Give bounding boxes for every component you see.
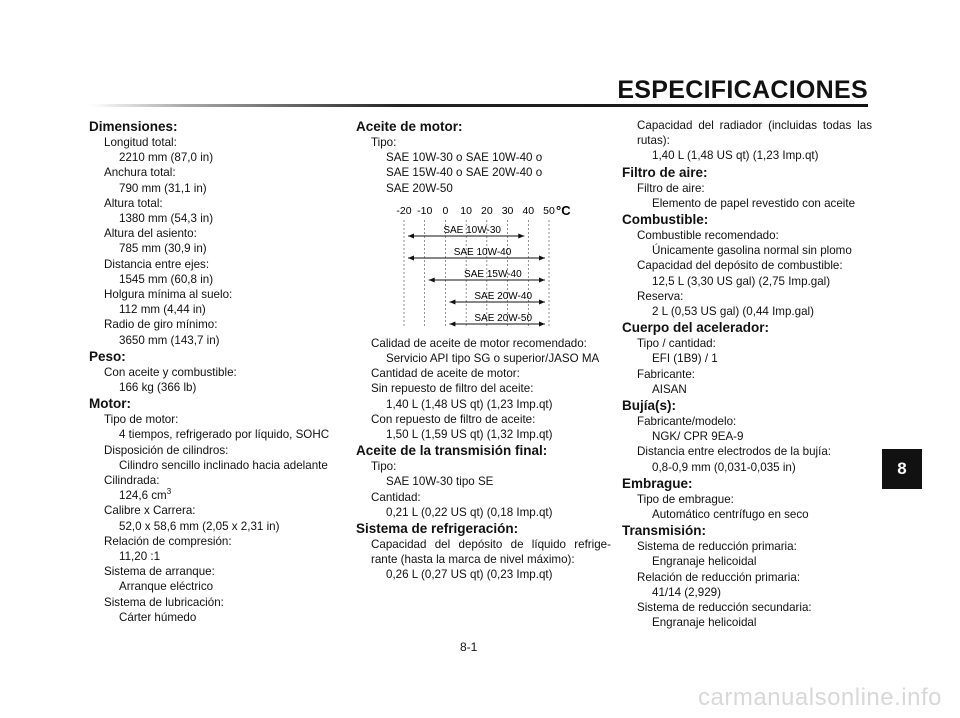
temp-tick-label: 30: [501, 204, 514, 217]
spec-text: Distancia entre ejes:: [104, 257, 210, 271]
spec-value: [89, 272, 339, 287]
column-left: [89, 118, 339, 625]
spec-value: [356, 351, 611, 366]
section-heading-filtro-de-aire: [622, 164, 872, 181]
spec-text: Fabricante:: [637, 367, 695, 381]
spec-text: Aceite de la transmisión final:: [356, 443, 548, 459]
spec-text: 2210 mm (87,0 in): [119, 151, 214, 165]
spec-label: [622, 570, 872, 585]
spec-value: [622, 460, 872, 475]
spec-paragraph: [356, 537, 611, 567]
spec-text: Sin repuesto de filtro del aceite:: [371, 382, 534, 396]
spec-text: Disposición de cilindros:: [104, 443, 229, 457]
spec-text: AISAN: [652, 382, 687, 396]
spec-text: Únicamente gasolina normal sin plomo: [652, 244, 852, 258]
spec-text: 166 kg (366 lb): [119, 381, 197, 395]
spec-text: SAE 10W-30 tipo SE: [386, 475, 494, 489]
spec-text: 52,0 x 58,6 mm (2,05 x 2,31 in): [119, 519, 280, 533]
spec-text: Tipo de motor:: [104, 413, 179, 427]
spec-label: [89, 595, 339, 610]
spec-text: 1,40 L (1,48 US qt) (1,23 Imp.qt): [386, 397, 553, 411]
watermark: carmanualsonline.info: [698, 684, 942, 711]
page-title: ESPECIFICACIONES: [617, 76, 868, 104]
title-rule: [90, 104, 868, 107]
spec-text: Con repuesto de filtro de aceite:: [371, 412, 536, 426]
spec-text: 1380 mm (54,3 in): [119, 212, 214, 226]
spec-text: Calibre x Carrera:: [104, 504, 196, 518]
spec-text: Sistema de arranque:: [104, 565, 215, 579]
spec-label: [356, 412, 611, 427]
spec-label: [89, 473, 339, 488]
temp-tick-label: -10: [417, 204, 433, 217]
spec-label: [89, 564, 339, 579]
spec-value: [89, 150, 339, 165]
section-heading-aceite-de-la-transmision-final: [356, 442, 611, 459]
spec-text: 11,20 :1: [119, 550, 161, 564]
grade-arrowhead: [539, 277, 545, 282]
spec-text: Transmisión:: [622, 523, 707, 539]
spec-value: [89, 579, 339, 594]
spec-text: Relación de compresión:: [104, 534, 232, 548]
spec-text: Longitud total:: [104, 136, 177, 149]
spec-text: 1,40 L (1,48 US qt) (1,23 Imp.qt): [652, 149, 819, 163]
spec-label: [89, 287, 339, 302]
spec-text: Tipo de embrague:: [637, 492, 734, 506]
spec-value: [89, 241, 339, 256]
spec-label: [356, 366, 611, 381]
spec-value: [89, 333, 339, 348]
column-middle: [356, 118, 611, 583]
spec-text: Distancia entre electrodos de la bujía:: [637, 445, 831, 459]
spec-text: Combustible:: [622, 212, 709, 228]
spec-text: Tipo / cantidad:: [637, 337, 716, 351]
spec-value: [356, 165, 611, 180]
spec-text: Dimensiones:: [89, 119, 178, 134]
spec-value: [622, 615, 872, 630]
spec-text: SAE 10W-30 o SAE 10W-40 o: [386, 151, 543, 165]
spec-value: [89, 549, 339, 564]
grade-label: SAE 15W-40: [464, 268, 522, 280]
spec-text: Reserva:: [637, 289, 684, 303]
spec-text: 12,5 L (3,30 US gal) (2,75 Imp.gal): [652, 274, 831, 288]
spec-value: [89, 519, 339, 534]
superscript: 3: [166, 487, 172, 497]
spec-label: [622, 367, 872, 382]
spec-value: [622, 585, 872, 600]
spec-label: [356, 490, 611, 505]
spec-label: [356, 459, 611, 474]
spec-value: [356, 474, 611, 489]
spec-text: Automático centrífugo en seco: [652, 508, 809, 522]
spec-text: 112 mm (4,44 in): [119, 303, 206, 317]
spec-text: Elemento de papel revestido con aceite: [652, 196, 856, 210]
spec-label: [356, 381, 611, 396]
spec-value: [89, 610, 339, 625]
spec-text: Embrague:: [622, 475, 693, 491]
grade-label: SAE 20W-50: [474, 312, 533, 324]
spec-value: [622, 554, 872, 569]
spec-label: [622, 414, 872, 429]
spec-value: [89, 211, 339, 226]
spec-text: 790 mm (31,1 in): [119, 181, 207, 195]
spec-label: [89, 534, 339, 549]
grade-arrowhead: [518, 233, 524, 238]
section-heading-peso: [89, 348, 339, 365]
spec-label: [89, 317, 339, 332]
spec-text: Anchura total:: [104, 166, 176, 180]
spec-text: Peso:: [89, 348, 126, 364]
spec-text: Capacidad del depósito de líquido refrige-rante (hasta la marca de nivel máximo):: [371, 538, 611, 567]
spec-value: [356, 181, 611, 196]
temp-tick-label: 20: [481, 204, 493, 217]
spec-value: [356, 397, 611, 412]
spec-text: Relación de reducción primaria:: [637, 570, 801, 584]
grade-arrowhead: [539, 255, 545, 260]
spec-text: Engranaje helicoidal: [652, 555, 757, 569]
section-heading-sistema-de-refrigeracion: [356, 520, 611, 537]
spec-label: [622, 600, 872, 615]
spec-value: [622, 304, 872, 319]
spec-text: Altura total:: [104, 196, 163, 210]
spec-label: [89, 412, 339, 427]
section-heading-aceite-de-motor: [356, 118, 611, 135]
section-heading-dimensiones: [89, 118, 339, 135]
section-heading-combustible: [622, 211, 872, 228]
spec-text: SAE 15W-40 o SAE 20W-40 o: [386, 166, 543, 180]
grade-arrowhead: [449, 321, 455, 326]
spec-text: SAE 20W-50: [386, 181, 453, 195]
spec-label: [622, 258, 872, 273]
spec-label: [622, 492, 872, 507]
spec-label: [89, 257, 339, 272]
chapter-tab[interactable]: 8: [882, 449, 922, 489]
spec-text: Servicio API tipo SG o superior/JASO MA: [386, 352, 600, 366]
spec-label: [89, 165, 339, 180]
temp-tick-label: 10: [460, 204, 472, 217]
spec-text: 1545 mm (60,8 in): [119, 272, 214, 286]
temp-tick-label: 0: [442, 204, 449, 217]
section-heading-motor: [89, 395, 339, 412]
spec-value: [622, 148, 872, 163]
section-heading-transmision: [622, 522, 872, 539]
spec-value: [356, 505, 611, 520]
spec-label: [622, 336, 872, 351]
oil-viscosity-chart: [356, 200, 606, 330]
spec-text: NGK/ CPR 9EA-9: [652, 430, 744, 444]
spec-label: [622, 539, 872, 554]
spec-text: Radio de giro mínimo:: [104, 318, 218, 332]
spec-text: Con aceite y combustible:: [104, 365, 237, 379]
temp-tick-label: 50: [543, 204, 555, 217]
spec-value: [622, 243, 872, 258]
spec-text: Calidad de aceite de motor recomendado:: [371, 336, 587, 350]
spec-text: Sistema de lubricación:: [104, 595, 224, 609]
spec-value: [356, 427, 611, 442]
grade-arrowhead: [408, 255, 414, 260]
spec-value: [89, 302, 339, 317]
spec-text: Capacidad del radiador (incluidas todas las rutas):: [637, 119, 872, 148]
spec-text: Holgura mínima al suelo:: [104, 288, 233, 302]
spec-text: 0,26 L (0,27 US qt) (0,23 Imp.qt): [386, 568, 553, 582]
grade-arrowhead: [429, 277, 435, 282]
spec-text: Altura del asiento:: [104, 227, 197, 241]
spec-value: [622, 382, 872, 397]
spec-value: [356, 150, 611, 165]
spec-text: 1,50 L (1,59 US qt) (1,32 Imp.qt): [386, 428, 553, 442]
spec-text: 0,21 L (0,22 US qt) (0,18 Imp.qt): [386, 505, 553, 519]
spec-label: [622, 444, 872, 459]
column-right: [622, 118, 872, 630]
spec-label: [89, 226, 339, 241]
grade-arrowhead: [408, 233, 414, 238]
spec-label: [89, 135, 339, 150]
spec-value: [89, 181, 339, 196]
temp-tick-label: -20: [396, 204, 412, 217]
spec-text: 4 tiempos, refrigerado por líquido, SOHC: [119, 428, 330, 442]
spec-text: Arranque eléctrico: [119, 580, 214, 594]
spec-text: Cilindro sencillo inclinado hacia adelante: [119, 458, 328, 472]
spec-text: Tipo:: [371, 460, 397, 474]
spec-text: Engranaje helicoidal: [652, 616, 757, 630]
spec-text: Aceite de motor:: [356, 119, 463, 134]
grade-label: SAE 20W-40: [474, 290, 533, 302]
grade-label: SAE 10W-40: [453, 246, 512, 258]
page-number: 8-1: [460, 640, 478, 654]
spec-text: Filtro de aire:: [622, 164, 708, 180]
spec-text: 0,8-0,9 mm (0,031-0,035 in): [652, 460, 796, 474]
section-heading-embrague: [622, 475, 872, 492]
spec-text: Combustible recomendado:: [637, 229, 779, 243]
spec-value: [622, 507, 872, 522]
spec-value: [622, 274, 872, 289]
spec-label: [622, 181, 872, 196]
spec-label: [622, 228, 872, 243]
spec-text: Filtro de aire:: [637, 181, 705, 195]
spec-value: [356, 567, 611, 582]
spec-value: [89, 380, 339, 395]
spec-text: Motor:: [89, 396, 131, 412]
spec-text: 41/14 (2,929): [652, 585, 721, 599]
spec-text: 3650 mm (143,7 in): [119, 333, 220, 347]
spec-text: Tipo:: [371, 136, 397, 149]
spec-value: [622, 196, 872, 211]
spec-text: Sistema de reducción secundaria:: [637, 601, 812, 615]
spec-label: [89, 365, 339, 380]
spec-text: 785 mm (30,9 in): [119, 242, 207, 256]
spec-value: [89, 458, 339, 473]
spec-text: Sistema de refrigeración:: [356, 521, 519, 537]
spec-text: EFI (1B9) / 1: [652, 352, 718, 366]
spec-text: 124,6 cm: [119, 489, 167, 503]
spec-label: [89, 503, 339, 518]
temp-tick-label: 40: [522, 204, 535, 217]
spec-text: Cantidad de aceite de motor:: [371, 367, 520, 381]
spec-text: Cárter húmedo: [119, 610, 197, 624]
spec-text: Cilindrada:: [104, 474, 160, 488]
spec-text: Fabricante/modelo:: [637, 415, 737, 429]
spec-text: Bujía(s):: [622, 398, 676, 414]
spec-label: [622, 289, 872, 304]
temp-unit-label: °C: [556, 202, 571, 218]
spec-value: [89, 427, 339, 442]
spec-text: Cantidad:: [371, 490, 421, 504]
grade-arrowhead: [539, 299, 545, 304]
spec-label: [89, 443, 339, 458]
spec-paragraph: [622, 118, 872, 148]
spec-text: Cuerpo del acelerador:: [622, 320, 770, 336]
section-heading-bujia-s: [622, 397, 872, 414]
section-heading-cuerpo-del-acelerador: [622, 319, 872, 336]
spec-value: [622, 351, 872, 366]
spec-text: Sistema de reducción primaria:: [637, 540, 797, 554]
spec-label: [89, 196, 339, 211]
spec-value: [89, 488, 339, 503]
spec-text: Capacidad del depósito de combustible:: [637, 259, 843, 273]
grade-arrowhead: [449, 299, 455, 304]
spec-label: [356, 135, 611, 150]
spec-value: [622, 429, 872, 444]
spec-label: [356, 336, 611, 351]
spec-text: 2 L (0,53 US gal) (0,44 Imp.gal): [652, 305, 814, 319]
grade-arrowhead: [539, 321, 545, 326]
grade-label: SAE 10W-30: [443, 224, 501, 236]
